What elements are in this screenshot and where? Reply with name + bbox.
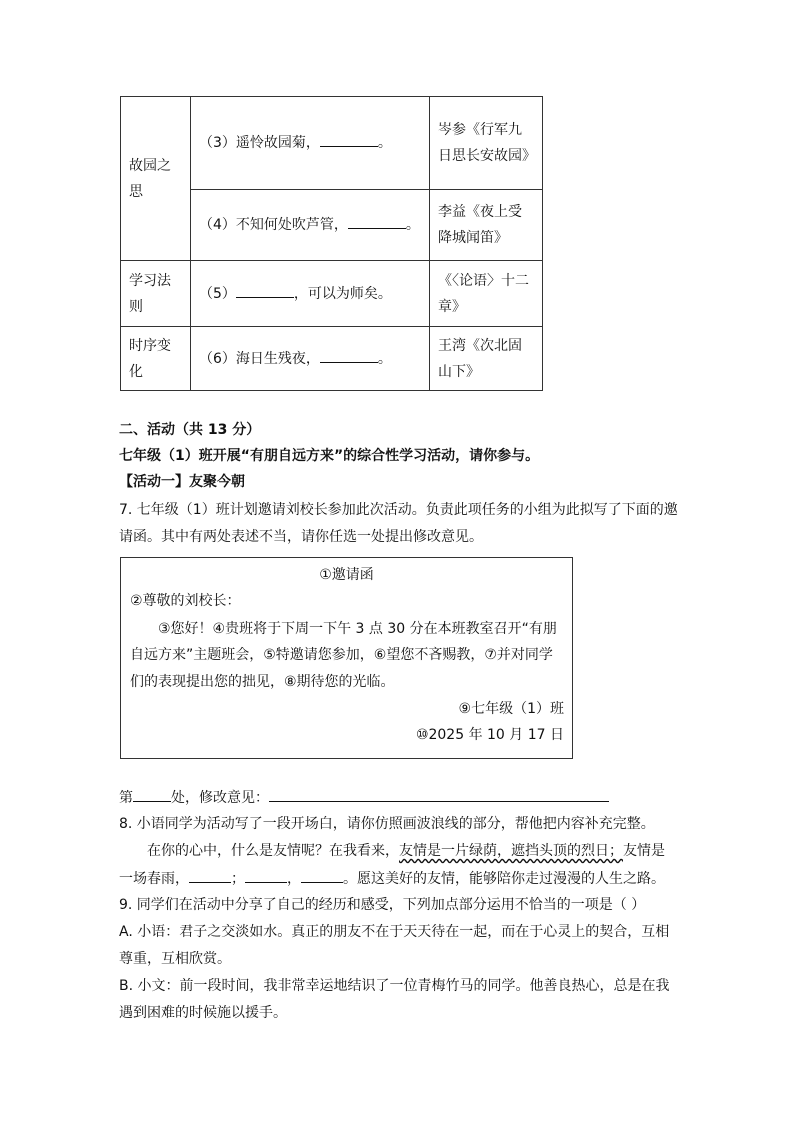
letter-body-line: 们的表现提出您的拙见，⑧期待您的光临。 [130, 674, 395, 690]
q8-line1: 8. 小语同学为活动写了一段开场白，请你仿照画波浪线的部分，帮他把内容补充完整。 [119, 816, 655, 832]
table-source: 李益《夜上受降城闻笛》 [430, 190, 543, 261]
fill-blank[interactable] [189, 868, 231, 883]
fill-blank[interactable] [245, 868, 287, 883]
answer-blank-suggestion[interactable] [269, 787, 609, 802]
letter-salutation: ②尊敬的刘校长： [130, 593, 241, 609]
letter-body-line: ③您好！④贵班将于下周一下午 3 点 30 分在本班教室召开“有朋 [158, 621, 557, 637]
section-intro: 七年级（1）班开展“有朋自远方来”的综合性学习活动，请你参与。 [119, 448, 540, 464]
q9-option-a-line2: 尊重，互相欣赏。 [119, 951, 231, 967]
table-source: 王湾《次北固山下》 [430, 327, 543, 391]
section-heading: 二、活动（共 13 分） [119, 422, 261, 438]
letter-date: ⑩2025 年 10 月 17 日 [415, 727, 564, 743]
table-category: 故园之思 [121, 97, 191, 261]
answer-blank-number[interactable] [133, 787, 171, 802]
table-line: （5） ，可以为师矣。 [191, 261, 430, 327]
fill-blank[interactable] [236, 283, 294, 298]
letter-signature: ⑨七年级（1）班 [458, 701, 564, 717]
q8-line2: 在你的心中，什么是友情呢？在我看来，友情是一片绿荫，遮挡头顶的烈日；友情是 [147, 843, 665, 859]
letter-body-line: 自远方来”主题班会，⑤特邀请您参加，⑥望您不吝赐教，⑦并对同学 [130, 647, 553, 663]
q9-option-a-line1: A. 小语：君子之交淡如水。真正的朋友不在于天天待在一起，而在于心灵上的契合，互相 [119, 924, 670, 940]
wavy-underlined-text: 友情是一片绿荫，遮挡头顶的烈日； [399, 843, 623, 859]
table-category: 学习法则 [121, 261, 191, 327]
q7-line2: 请函。其中有两处表述不当，请你任选一处提出修改意见。 [119, 529, 483, 545]
q9-option-b-line1: B. 小文：前一段时间，我非常幸运地结识了一位青梅竹马的同学。他善良热心，总是在我 [119, 978, 670, 994]
table-line: （6）海日生残夜， 。 [191, 327, 430, 391]
q9-stem: 9. 同学们在活动中分享了自己的经历和感受，下列加点部分运用不恰当的一项是（ ） [119, 897, 646, 913]
table-category: 时序变化 [121, 327, 191, 391]
letter-title: ①邀请函 [319, 567, 374, 583]
invitation-letter [120, 557, 573, 759]
q9-option-b-line2: 遇到困难的时候施以援手。 [119, 1005, 287, 1021]
table-line: （4）不知何处吹芦管， 。 [191, 190, 430, 261]
table-source: 岑参《行军九日思长安故园》 [430, 97, 543, 190]
fill-blank[interactable] [320, 348, 378, 363]
q8-line3: 一场春雨， ； ， 。愿这美好的友情，能够陪你走过漫漫的人生之路。 [119, 868, 665, 889]
fill-blank[interactable] [320, 132, 378, 147]
fill-blank[interactable] [301, 868, 343, 883]
table-line: （3）遥怜故园菊， 。 [191, 97, 430, 190]
q7-line1: 7. 七年级（1）班计划邀请刘校长参加此次活动。负责此项任务的小组为此拟写了下面的邀 [119, 502, 678, 518]
answer-line: 第 处，修改意见： [119, 787, 609, 808]
activity-title: 【活动一】友聚今朝 [119, 474, 245, 490]
poem-table [120, 96, 543, 391]
fill-blank[interactable] [348, 214, 406, 229]
table-source: 《〈论语〉十二章》 [430, 261, 543, 327]
